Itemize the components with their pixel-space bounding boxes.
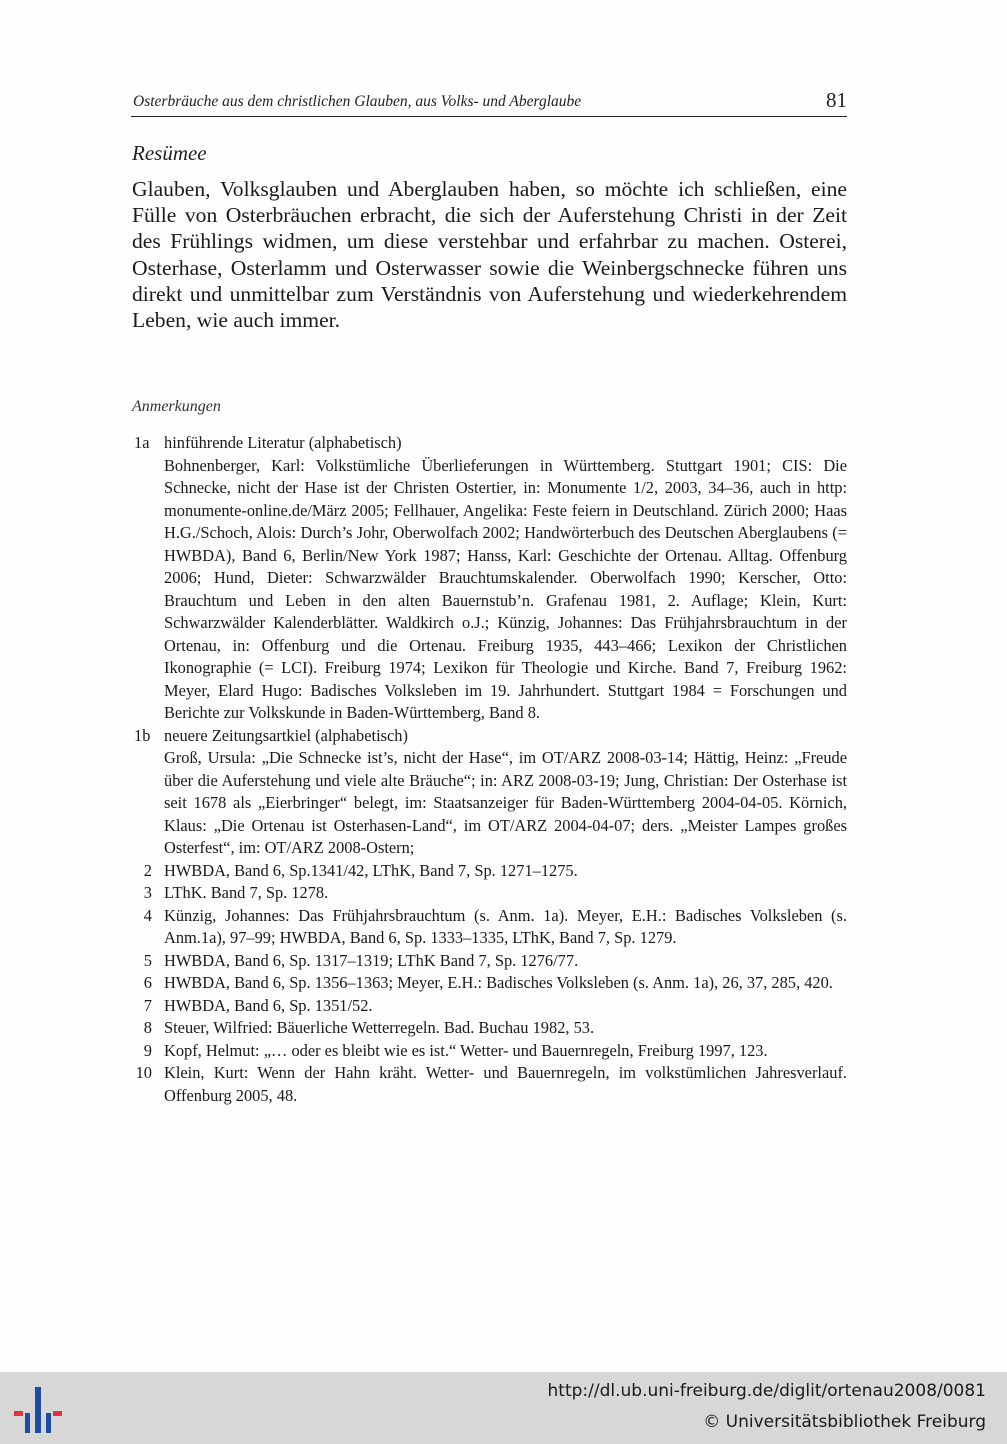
note-text: Künzig, Johannes: Das Frühjahrsbrauchtum (s. Anm. 1a). Meyer, E.H.: Badisches Volksleben (s. Anm.1a), 97–99; HWBDA, Band 6, Sp. 1333–1335, LThK, Band 7, Sp. 1279. [164, 905, 847, 947]
source-url-link[interactable]: http://dl.ub.uni-freiburg.de/diglit/ortenau2008/0081 [547, 1381, 986, 1401]
logo-bar [53, 1411, 62, 1416]
note-number: 8 [143, 1018, 152, 1037]
notes-list [132, 432, 847, 1107]
note-number: 4 [143, 905, 152, 925]
note-number: 3 [143, 883, 152, 902]
note-item [132, 432, 847, 725]
note-text: neuere Zeitungsartkiel (alphabetisch) [164, 725, 408, 745]
page-number: 81 [826, 88, 847, 112]
note-references: Bohnenberger, Karl: Volkstümliche Überlieferungen in Württemberg. Stuttgart 1901; CIS: Die Schnecke, nicht der Hase ist der Christen Ostertier, in: Monumente 1/2, 2003, 34–36, auch in http: monumente-online.de/März 2005; Fellhauer, Angelika: Feste feiern in Deutschland. Zürich 2000; Haas H.G./Schoch, Alois: Durch’s Johr, Oberwolfach 2002; Handwörterbuch des Deutschen Aberglaubens (= HWBDA), Band 6, Berlin/New York 1987; Hanss, Karl: Geschichte der Ortenau. Alltag. Offenburg 2006; Hund, Dieter: Schwarzwälder Brauchtumskalender. Oberwolfach 1990; Kerscher, Otto: Brauchtum und Leben in den alten Bauernstub’n. Grafenau 1981, 2. Auflage; Klein, Kurt: Schwarzwälder Kalenderblätter. Waldkirch o.J.; Künzig, Johannes: Das Frühjahrsbrauchtum in der Ortenau, in: Offenburg und die Ortenau. Freiburg 1935, 443–466; Lexikon der Christlichen Ikonographie (= LCI). Freiburg 1974; Lexikon für Theologie und Kirche. Band 7, Freiburg 1962: Meyer, Elard Hugo: Badisches Volksleben im 19. Jahrhundert. Stuttgart 1984 = Forschungen und Berichte zur Volkskunde in Baden-Württemberg, Band 8. [164, 455, 847, 722]
resume-heading: Resümee [132, 141, 207, 165]
library-logo-icon [13, 1385, 63, 1435]
note-item [132, 995, 847, 1018]
note-item [132, 1017, 847, 1040]
note-text: hinführende Literatur (alphabetisch) [164, 433, 402, 452]
library-footer-bar [0, 1372, 1007, 1444]
running-header-title: Osterbräuche aus dem christlichen Glauben, aus Volks- und Aberglaube [133, 93, 582, 110]
note-text: HWBDA, Band 6, Sp. 1356–1363; Meyer, E.H.: Badisches Volksleben (s. Anm. 1a), 26, 37, 285, 420. [164, 973, 833, 992]
note-item [132, 905, 847, 950]
running-header [131, 86, 847, 117]
note-text: Steuer, Wilfried: Bäuerliche Wetterregeln. Bad. Buchau 1982, 53. [164, 1018, 595, 1037]
logo-bar [46, 1413, 51, 1433]
notes-heading: Anmerkungen [132, 398, 221, 415]
copyright-text: © Universitätsbibliothek Freiburg [703, 1412, 986, 1432]
note-item [132, 882, 847, 905]
note-item [132, 1040, 847, 1063]
note-item [132, 1062, 847, 1107]
resume-paragraph: Glauben, Volksglauben und Aberglauben haben, so möchte ich schließen, eine Fülle von Osterbräuchen erbracht, die sich der Auferstehung Christi in der Zeit des Frühlings widmen, um diese verstehbar und erfahrbar zu machen. Osterei, Osterhase, Osterlamm und Osterwasser sowie die Weinbergschnecke führen uns direkt und unmittelbar zum Verständnis von Auferstehung und wiederkehrendem Leben, wie auch immer. [132, 177, 847, 333]
note-text: HWBDA, Band 6, Sp. 1317–1319; LThK Band 7, Sp. 1276/77. [164, 950, 579, 970]
logo-bar [25, 1413, 30, 1433]
note-number: 1a [134, 433, 150, 452]
logo-bar [14, 1411, 23, 1416]
logo-bar [35, 1387, 41, 1433]
note-number: 9 [143, 1040, 152, 1060]
note-number: 5 [143, 950, 152, 970]
note-number: 7 [143, 995, 152, 1015]
note-number: 2 [143, 860, 152, 880]
note-number: 6 [143, 973, 152, 992]
note-text: LThK. Band 7, Sp. 1278. [164, 883, 329, 902]
note-item [132, 950, 847, 973]
note-references: Groß, Ursula: „Die Schnecke ist’s, nicht der Hase“, im OT/ARZ 2008-03-14; Hättig, Heinz: „Freude über die Auferstehung und viele alte Bräuche“; in: ARZ 2008-03-19; Jung, Christian: Der Osterhase ist seit 1678 als „Eierbringer“ belegt, im: Staatsanzeiger für Baden-Württemberg 2004-04-05. Körnich, Klaus: „Die Ortenau ist Osterhasen-Land“, im OT/ARZ 2004-04-07; ders. „Meister Lampes großes Osterfest“, im: OT/ARZ 2008-Ostern; [164, 748, 847, 857]
note-text: HWBDA, Band 6, Sp.1341/42, LThK, Band 7, Sp. 1271–1275. [164, 860, 578, 880]
note-text: HWBDA, Band 6, Sp. 1351/52. [164, 995, 373, 1015]
note-item [132, 725, 847, 860]
note-text: Klein, Kurt: Wenn der Hahn kräht. Wetter- und Bauernregeln, im volkstümlichen Jahresverlauf. Offenburg 2005, 48. [164, 1063, 847, 1105]
note-item [132, 972, 847, 995]
note-number: 10 [135, 1063, 152, 1082]
note-item [132, 860, 847, 883]
note-text: Kopf, Helmut: „… oder es bleibt wie es ist.“ Wetter- und Bauernregeln, Freiburg 1997, 123. [164, 1040, 768, 1060]
note-number: 1b [134, 725, 151, 745]
